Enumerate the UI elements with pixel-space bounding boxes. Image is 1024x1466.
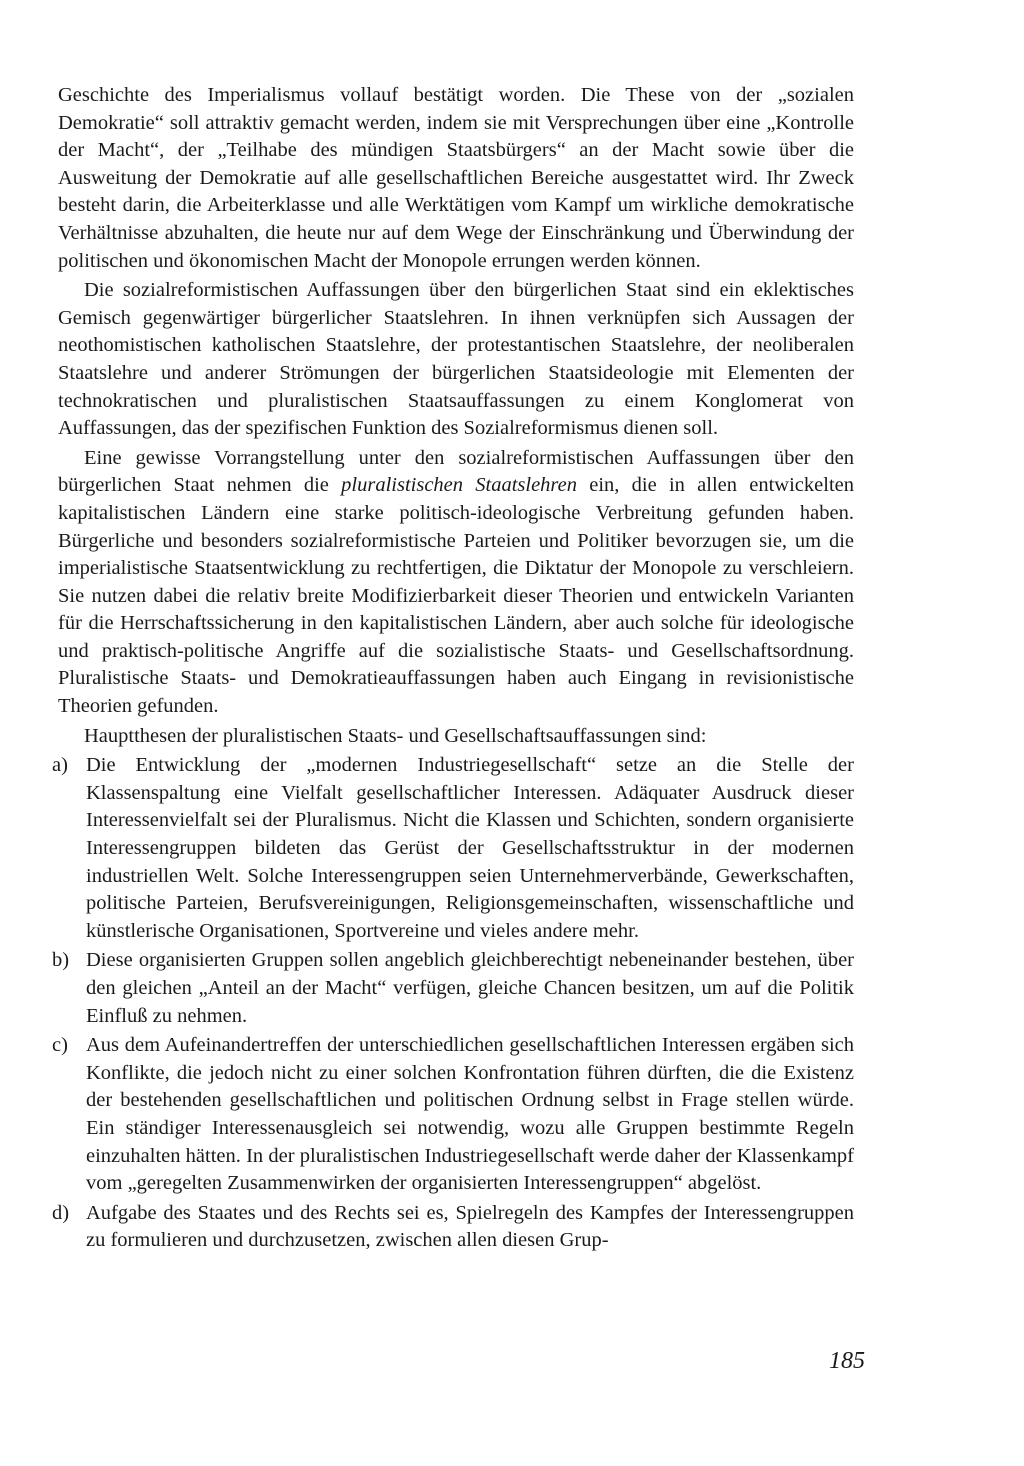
list-item-c (52, 1032, 854, 1198)
theses-list (52, 752, 854, 1255)
list-marker-c: c) (52, 1034, 68, 1057)
page-body (52, 82, 854, 1255)
list-item-b-text: Diese organisierten Gruppen sollen angeblich gleichberechtigt nebeneinander bestehen, über den gleichen „Anteil an der Macht“ verfügen, gleiche Chancen besitzen, um auf die Politik Einfluß zu nehmen. (86, 949, 854, 1027)
list-item-c-text: Aus dem Aufeinandertreffen der unterschiedlichen gesellschaftlichen Interessen ergäben sich Konflikte, die jedoch nicht zu einer solchen Konfrontation führen dürften, die die Existenz der bestehenden gesellschaftlichen und politischen Ordnung selbst in Frage stellen würde. Ein ständiger Interessenausgleich sei notwendig, wozu alle Gruppen bestimmte Regeln einzuhalten hätten. In der pluralistischen Industriegesellschaft werde daher der Klassenkampf vom „geregelten Zusammenwirken der organisierten Interessengruppen“ abgelöst. (86, 1034, 854, 1195)
list-marker-b: b) (52, 949, 70, 972)
list-marker-a: a) (52, 754, 68, 777)
paragraph-4: Hauptthesen der pluralistischen Staats- und Gesellschaftsauffassungen sind: (84, 724, 707, 747)
list-item-d-text: Aufgabe des Staates und des Rechts sei es, Spielregeln des Kampfes der Interessengruppen zu formulieren und durchzusetzen, zwischen allen diesen Grup- (86, 1201, 854, 1252)
page-number: 185 (829, 1348, 865, 1374)
paragraph-3-emphasis: pluralistischen Staatslehren (341, 474, 577, 497)
paragraph-3-text-after: ein, die in allen entwickelten kapitalistischen Ländern eine starke politisch-ideologische Verbreitung gefunden haben. Bürgerliche und besonders sozialreformistische Parteien und Politiker bevorzugen sie, um die imperialistische Staatsentwicklung zu rechtfertigen, die Diktatur der Monopole zu verschleiern. Sie nutzen dabei die relativ breite Modifizierbarkeit dieser Theorien und entwickeln Varianten für die Herrschaftssicherung in den kapitalistischen Ländern, aber auch solche für ideologische und praktisch-politische Angriffe auf die sozialistische Staats- und Gesellschaftsordnung. Pluralistische Staats- und Demokratieauffassungen haben auch Eingang in revisionistische Theorien gefunden. (58, 474, 854, 718)
list-item-b (52, 947, 854, 1030)
list-item-a (52, 752, 854, 945)
paragraph-1: Geschichte des Imperialismus vollauf bestätigt worden. Die These von der „sozialen Demokratie“ soll attraktiv gemacht werden, indem sie mit Versprechungen über eine „Kontrolle der Macht“, der „Teilhabe des mündigen Staatsbürgers“ an der Macht sowie über die Ausweitung der Demokratie auf alle gesellschaftlichen Bereiche ausgestattet wird. Ihr Zweck besteht darin, die Arbeiterklasse und alle Werktätigen vom Kampf um wirkliche demokratische Verhältnisse abzuhalten, die heute nur auf dem Wege der Einschränkung und Überwindung der politischen und ökonomischen Macht der Monopole errungen werden können. (58, 84, 854, 272)
list-marker-d: d) (52, 1201, 70, 1224)
list-item-d (52, 1200, 854, 1255)
paragraph-3 (58, 445, 854, 721)
paragraph-3-text-before: Eine gewisse Vorrangstellung unter den sozialreformistischen Auffassungen über den bürgerlichen Staat nehmen die (58, 446, 854, 497)
list-item-a-text: Die Entwicklung der „modernen Industriegesellschaft“ setze an die Stelle der Klassenspaltung eine Vielfalt gesellschaftlicher Interessen. Adäquater Ausdruck dieser Interessenvielfalt sei der Pluralismus. Nicht die Klassen und Schichten, sondern organisierte Interessengruppen bildeten das Gerüst der Gesellschaftsstruktur in der modernen industriellen Welt. Solche Interessengruppen seien Unternehmerverbände, Gewerkschaften, politische Parteien, Berufsvereinigungen, Religionsgemeinschaften, wissenschaftliche und künstlerische Organisationen, Sportvereine und vieles andere mehr. (86, 754, 854, 942)
paragraph-2: Die sozialreformistischen Auffassungen über den bürgerlichen Staat sind ein eklektisches Gemisch gegenwärtiger bürgerlicher Staatslehren. In ihnen verknüpfen sich Aussagen der neothomistischen katholischen Staatslehre, der protestantischen Staatslehre, der neoliberalen Staatslehre und anderer Strömungen der bürgerlichen Staatsideologie mit Elementen der technokratischen und pluralistischen Staatsauffassungen zu einem Konglomerat von Auffassungen, das der spezifischen Funktion des Sozialreformismus dienen soll. (58, 279, 854, 440)
